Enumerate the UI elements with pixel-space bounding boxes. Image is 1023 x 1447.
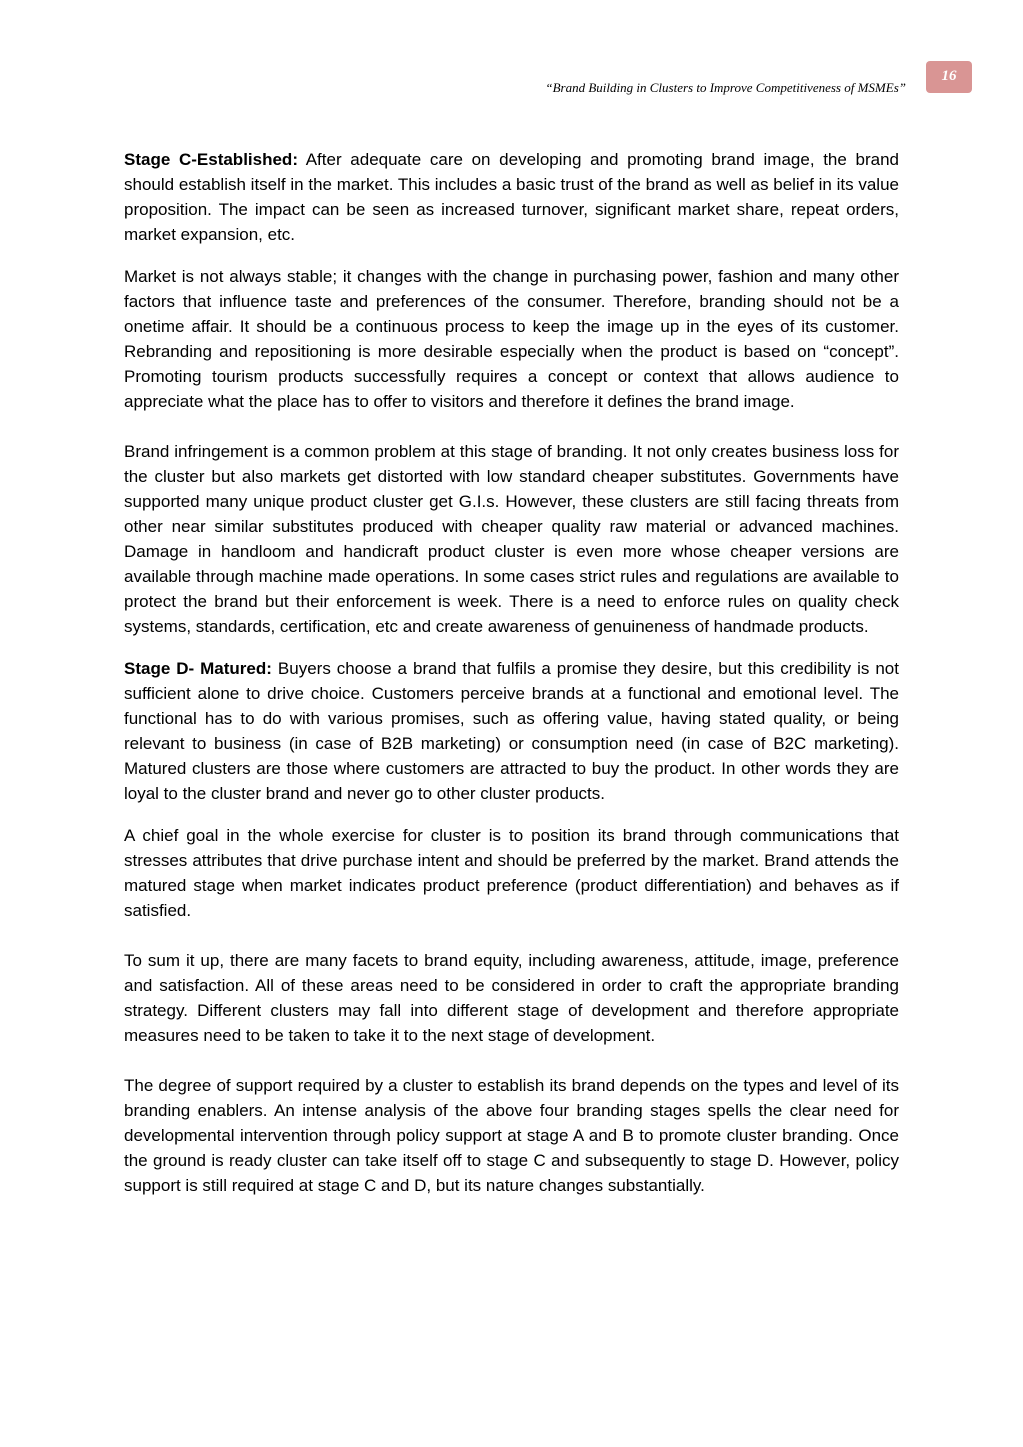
- stage-d-heading: Stage D- Matured:: [124, 659, 272, 678]
- stage-d-text: Buyers choose a brand that fulfils a promise they desire, but this credibility is not sufficient alone to drive choice. Customers perceive brands at a functional and emotional level. The functional has to do with various promises, such as offering value, having stated quality, or being relevant to business (in case of B2B marketing) or consumption need (in case of B2C marketing). Matured clusters are those where customers are attracted to buy the product. In other words they are loyal to the cluster brand and never go to other cluster products.: [124, 659, 899, 803]
- paragraph-sum-up: To sum it up, there are many facets to brand equity, including awareness, attitude, image, preference and satisfaction. All of these areas need to be considered in order to craft the appropriate branding strategy. Different clusters may fall into different stage of development and therefore appropriate measures need to be taken to take it to the next stage of development.: [124, 951, 899, 1045]
- running-header: “Brand Building in Clusters to Improve Competitiveness of MSMEs”: [545, 80, 906, 95]
- paragraph-stage-d: [124, 656, 899, 806]
- paragraph-market-stability: Market is not always stable; it changes with the change in purchasing power, fashion and many other factors that influence taste and preferences of the consumer. Therefore, branding should not be a onetime affair. It should be a continuous process to keep the image up in the eyes of its customer. Rebranding and repositioning is more desirable especially when the product is based on “concept”. Promoting tourism products successfully requires a concept or context that allows audience to appreciate what the place has to offer to visitors and therefore it defines the brand image.: [124, 267, 899, 411]
- paragraph-support-degree: The degree of support required by a cluster to establish its brand depends on the types and level of its branding enablers. An intense analysis of the above four branding stages spells the clear need for developmental intervention through policy support at stage A and B to promote cluster branding. Once the ground is ready cluster can take itself off to stage C and subsequently to stage D. However, policy support is still required at stage C and D, but its nature changes substantially.: [124, 1076, 899, 1195]
- document-body: [124, 147, 899, 1198]
- paragraph-brand-infringement: Brand infringement is a common problem at this stage of branding. It not only creates business loss for the cluster but also markets get distorted with low standard cheaper substitutes. Governments have supported many unique product cluster get G.I.s. However, these clusters are still facing threats from other near similar substitutes produced with cheaper quality raw material or advanced machines. Damage in handloom and handicraft product cluster is even more whose cheaper versions are available through machine made operations. In some cases strict rules and regulations are available to protect the brand but their enforcement is week. There is a need to enforce rules on quality check systems, standards, certification, etc and create awareness of genuineness of handmade products.: [124, 442, 899, 636]
- stage-c-text: After adequate care on developing and promoting brand image, the brand should establish itself in the market. This includes a basic trust of the brand as well as belief in its value proposition. The impact can be seen as increased turnover, significant market share, repeat orders, market expansion, etc.: [124, 150, 899, 244]
- stage-c-heading: Stage C-Established:: [124, 150, 298, 169]
- page-number-badge: 16: [926, 61, 972, 93]
- paragraph-stage-c: [124, 147, 899, 247]
- paragraph-chief-goal: A chief goal in the whole exercise for cluster is to position its brand through communications that stresses attributes that drive purchase intent and should be preferred by the market. Brand attends the matured stage when market indicates product preference (product differentiation) and behaves as if satisfied.: [124, 826, 899, 920]
